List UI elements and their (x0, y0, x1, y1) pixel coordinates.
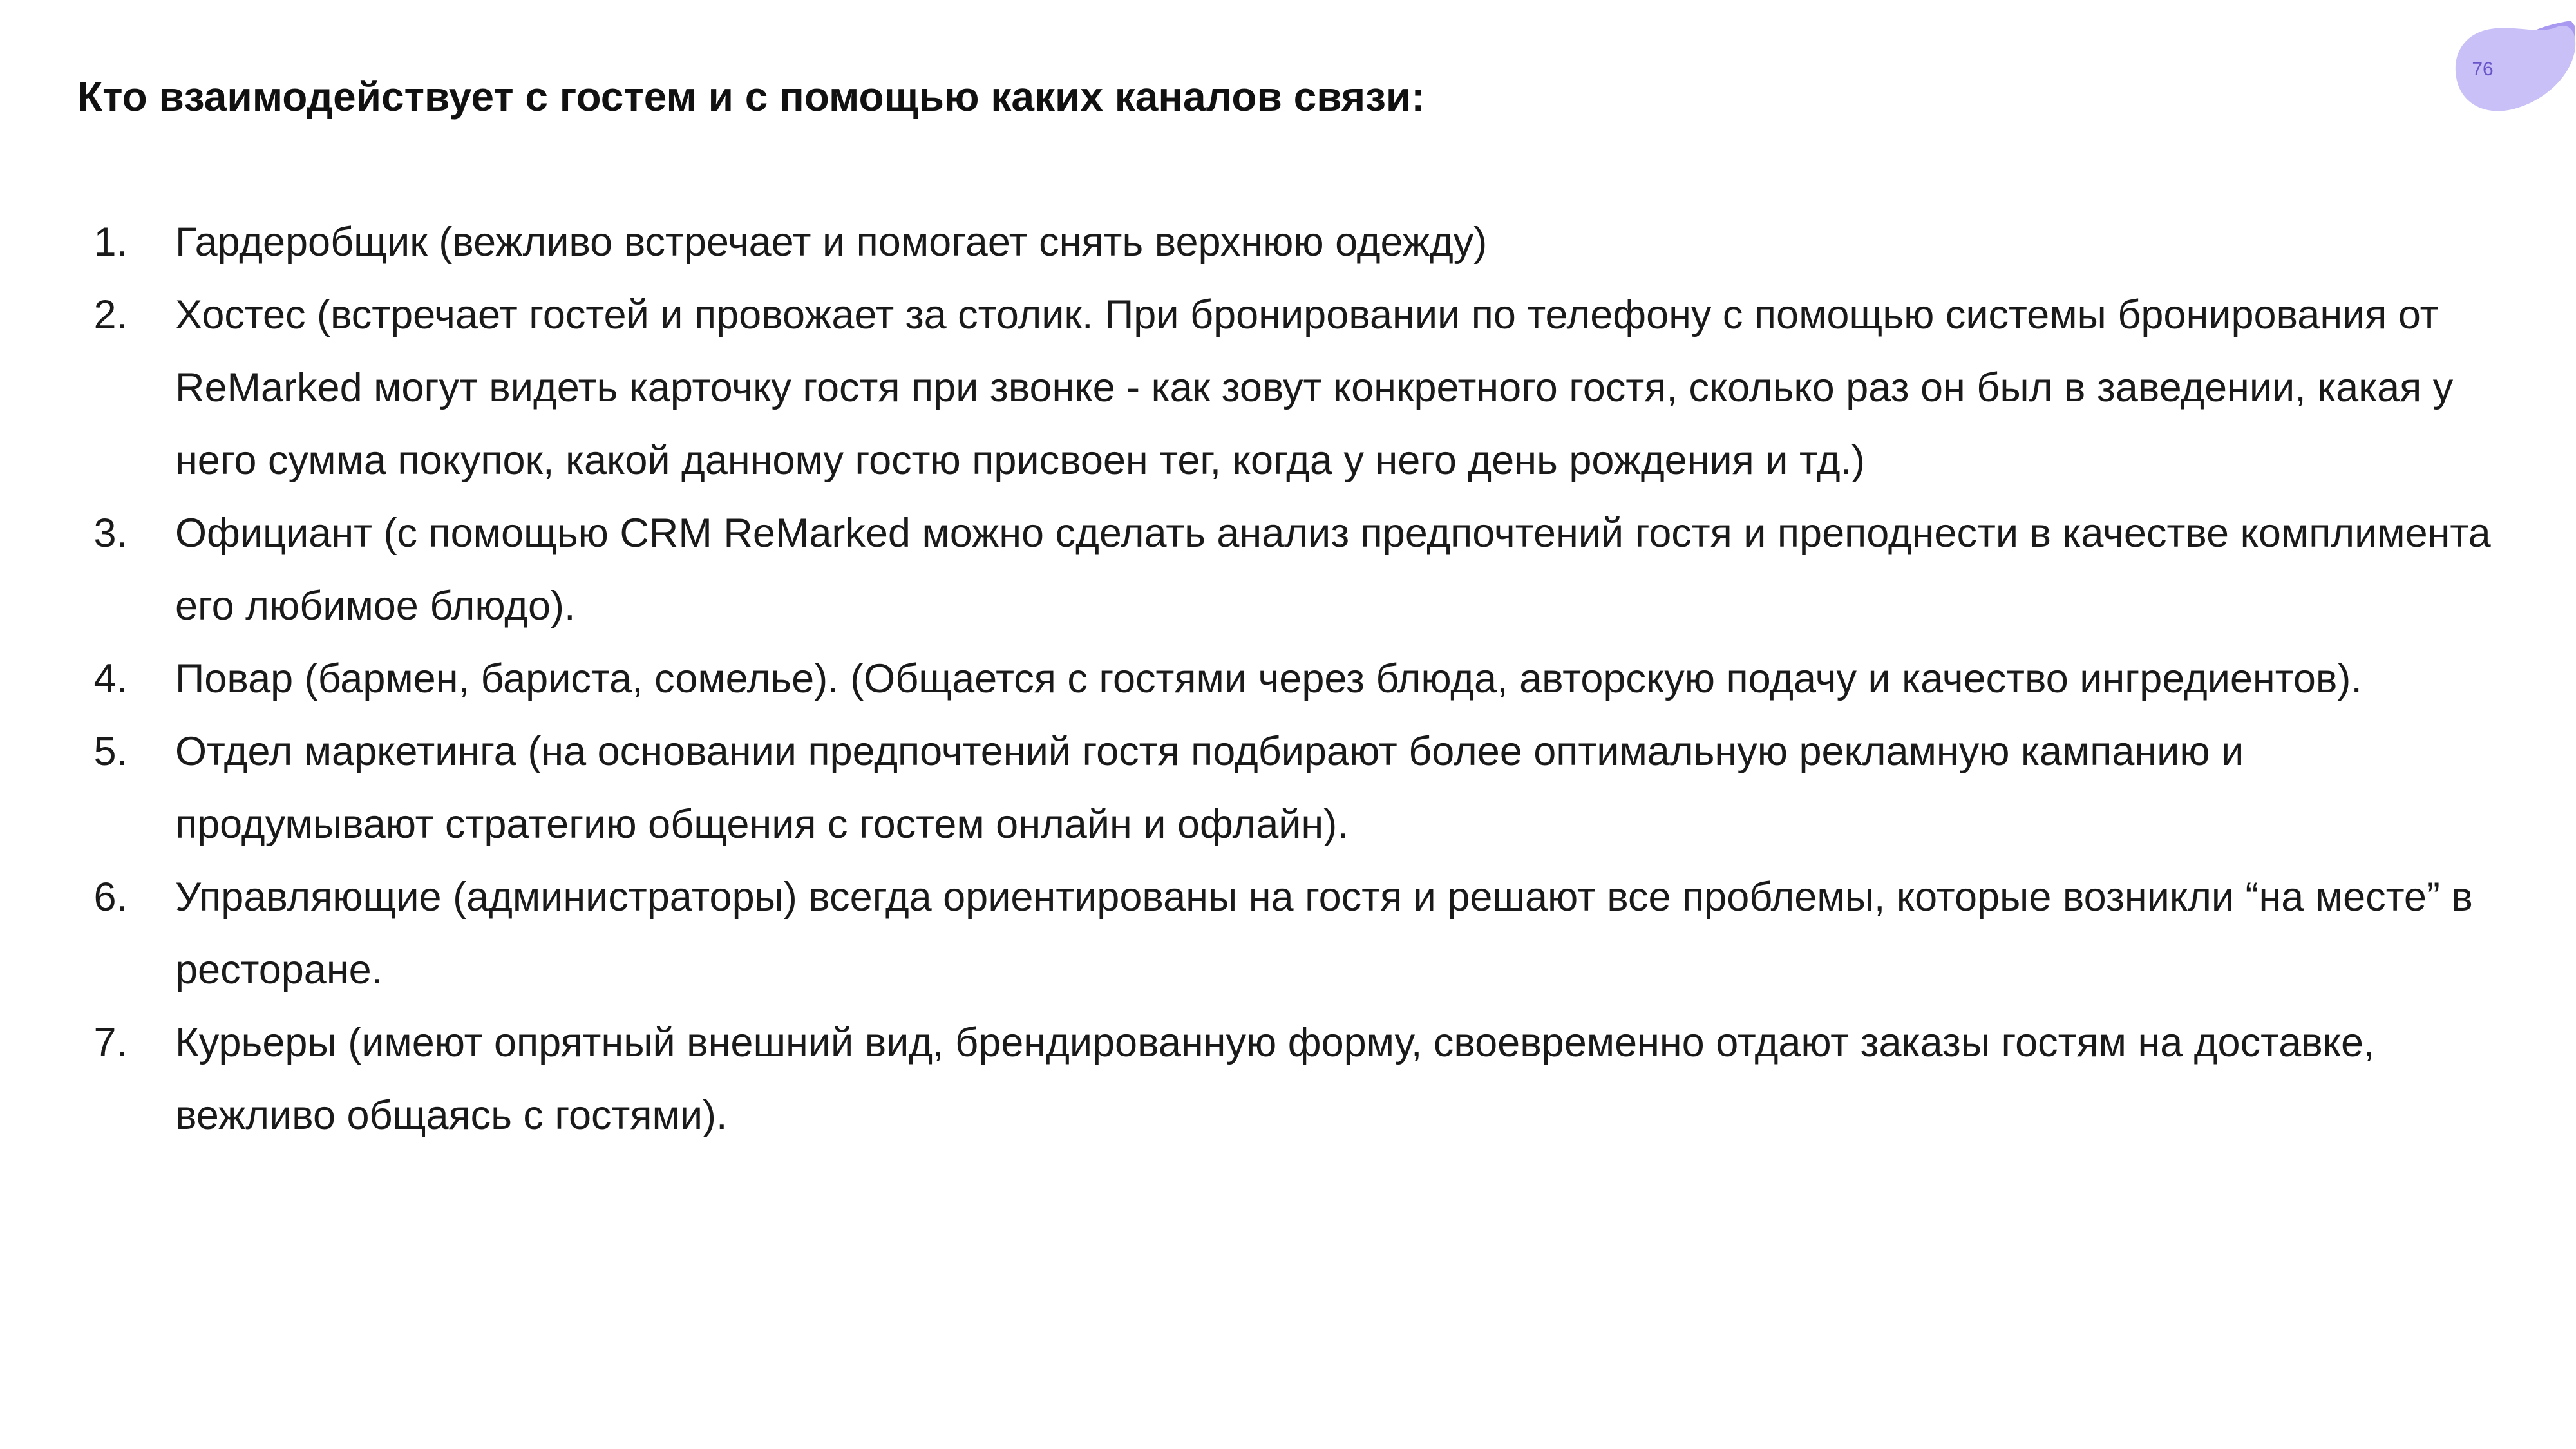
page-number-badge (2447, 19, 2576, 116)
page-number: 76 (2472, 59, 2494, 80)
contact-roles-list (0, 206, 2512, 1152)
list-item-text: Хостес (встречает гостей и провожает за столик. При бронировании по телефону с помощью системы бронирования от ReMarked могут видеть карточку гостя при звонке - как зовут конкретного гостя, сколько раз он был в заведении, какая у него сумма покупок, какой данному гостю присвоен тег, когда у него день рождения и тд.) (175, 292, 2454, 483)
list-item (0, 279, 2512, 497)
list-item-text: Курьеры (имеют опрятный внешний вид, брендированную форму, своевременно отдают заказы гостям на доставке, вежливо общаясь с гостями). (175, 1020, 2375, 1138)
page-title: Кто взаимодействует с гостем и с помощью каких каналов связи: (77, 73, 1425, 120)
list-item-number: 7. (93, 1020, 128, 1065)
list-item-text: Повар (бармен, бариста, сомелье). (Общается с гостями через блюда, авторскую подачу и качество ингредиентов). (175, 656, 2362, 701)
list-item (0, 643, 2512, 715)
list-item-number: 4. (93, 656, 128, 701)
list-item (0, 206, 2512, 279)
list-item-number: 3. (93, 511, 128, 556)
list-item (0, 1007, 2512, 1152)
list-item-number: 5. (93, 729, 128, 774)
list-item-text: Отдел маркетинга (на основании предпочтений гостя подбирают более оптимальную рекламную кампанию и продумывают стратегию общения с гостем онлайн и офлайн). (175, 729, 2244, 847)
list-item (0, 715, 2512, 861)
list-item (0, 861, 2512, 1007)
list-item-number: 6. (93, 875, 128, 920)
list-item (0, 497, 2512, 643)
list-item-number: 1. (93, 220, 128, 265)
list-item-text: Управляющие (администраторы) всегда ориентированы на гостя и решают все проблемы, которые возникли “на месте” в ресторане. (175, 875, 2473, 992)
list-item-text: Официант (с помощью CRM ReMarked можно сделать анализ предпочтений гостя и преподнести в качестве комплимента его любимое блюдо). (175, 511, 2491, 629)
list-item-number: 2. (93, 292, 128, 337)
list-item-text: Гардеробщик (вежливо встречает и помогает снять верхнюю одежду) (175, 220, 1488, 265)
